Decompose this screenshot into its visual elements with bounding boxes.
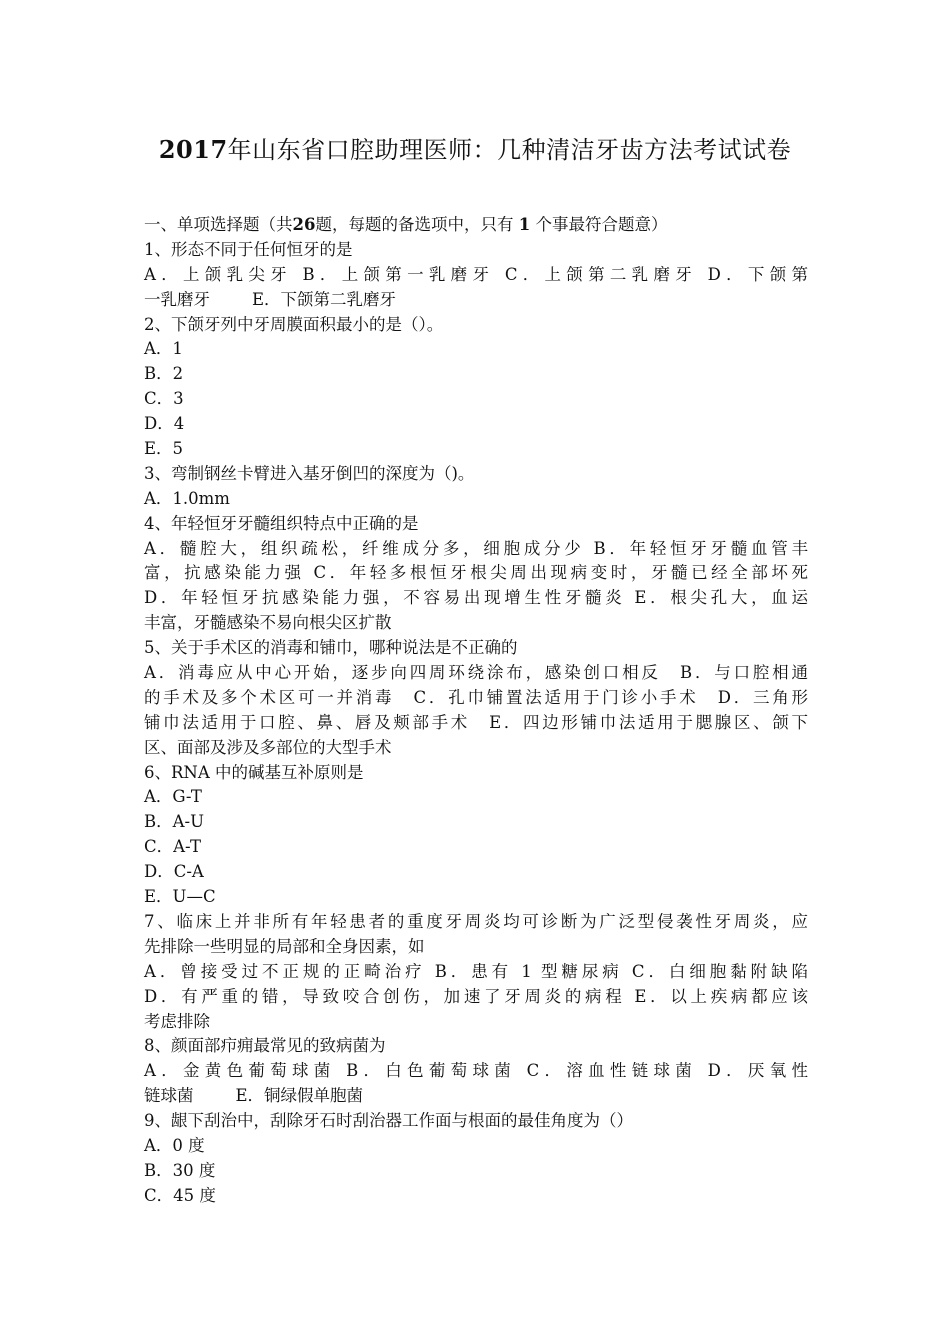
option: C．溶血性链球菌 — [526, 1061, 698, 1081]
question-1-stem: 1、形态不同于任何恒牙的是 — [144, 239, 353, 259]
question-2-stem: 2、下颌牙列中牙周膜面积最小的是（）。 — [144, 314, 444, 334]
question-7-stem-cont: 先排除一些明显的局部和全身因素，如 — [144, 936, 425, 956]
title-year: 2017 — [158, 135, 228, 164]
option: C．45 度 — [144, 1185, 216, 1205]
option: E．铜绿假单胞菌 — [235, 1086, 364, 1106]
question-5-options-line: 区、面部及涉及多部位的大型手术 — [144, 737, 392, 757]
question-3-stem: 3、弯制钢丝卡臂进入基牙倒凹的深度为（)。 — [144, 463, 475, 483]
option: A．1.0mm — [144, 488, 230, 508]
question-5-options-line: A．消毒应从中心开始，逐步向四周环绕涂布，感染创口相反 B．与口腔相通 — [144, 663, 808, 683]
question-4-options-line: A．髓腔大，组织疏松，纤维成分多，细胞成分少 B．年轻恒牙牙髓血管丰 — [144, 538, 808, 558]
option: B．2 — [144, 364, 184, 384]
option: A．0 度 — [144, 1135, 205, 1155]
option: B．30 度 — [144, 1160, 216, 1180]
option: D．4 — [144, 414, 185, 434]
question-6-stem: 6、RNA 中的碱基互补原则是 — [144, 762, 364, 782]
option: D．下颌第 — [707, 264, 809, 284]
option: C．3 — [144, 389, 184, 409]
option: D．C-A — [144, 862, 204, 882]
question-8-options-cont — [144, 1084, 808, 1109]
section-heading: 一、单项选择题（共26题，每题的备选项中，只有 1 个事最符合题意） — [144, 215, 668, 234]
option: D．厌氧性 — [707, 1061, 809, 1081]
question-7-options-line: D．有严重的错，导致咬合创伤，加速了牙周炎的病程 E．以上疾病都应该 — [144, 986, 809, 1006]
option: B．白色葡萄球菌 — [346, 1061, 517, 1081]
question-8-stem: 8、颜面部疖痈最常见的致病菌为 — [144, 1036, 386, 1056]
question-8-options — [144, 1059, 808, 1084]
option: 链球菌 — [144, 1086, 194, 1106]
question-4-stem: 4、年轻恒牙牙髓组织特点中正确的是 — [144, 513, 419, 533]
option: E．5 — [144, 439, 184, 459]
option: 一乳磨牙 — [144, 289, 210, 309]
question-4-options-line: 富，抗感染能力强 C．年轻多根恒牙根尖周出现病变时，牙髓已经全部坏死 — [144, 563, 809, 583]
question-7-options-line: A．曾接受过不正规的正畸治疗 B．患有 1 型糖尿病 C．白细胞黏附缺陷 — [144, 961, 809, 981]
question-5-options-line: 的手术及多个术区可一并消毒 C．孔巾铺置法适用于门诊小手术 D．三角形 — [144, 687, 808, 707]
question-7-options-line: 考虑排除 — [144, 1011, 210, 1031]
option: E．下颌第二乳磨牙 — [252, 289, 397, 309]
option: A．金黄色葡萄球菌 — [144, 1061, 336, 1081]
question-1-options-cont — [144, 288, 808, 313]
question-4-options-line: D．年轻恒牙抗感染能力强，不容易出现增生性牙髓炎 E．根尖孔大，血运 — [144, 588, 809, 608]
question-1-options — [144, 263, 808, 288]
page-title — [0, 132, 950, 168]
option: C．A-T — [144, 837, 202, 857]
option: B．上颌第一乳磨牙 — [302, 264, 495, 284]
option: A．G-T — [144, 787, 202, 807]
title-text: 年山东省口腔助理医师：几种清洁牙齿方法考试试卷 — [227, 136, 792, 164]
question-5-options-line: 铺巾法适用于口腔、鼻、唇及颊部手术 E．四边形铺巾法适用于腮腺区、颌下 — [144, 712, 808, 732]
question-5-stem: 5、关于手术区的消毒和铺巾，哪种说法是不正确的 — [144, 638, 518, 658]
question-4-options-line: 丰富，牙髓感染不易向根尖区扩散 — [144, 613, 392, 633]
exam-content — [144, 213, 808, 1209]
option: E．U—C — [144, 887, 216, 907]
option: A．1 — [144, 339, 183, 359]
question-9-stem: 9、龈下刮治中，刮除牙石时刮治器工作面与根面的最佳角度为（） — [144, 1111, 633, 1131]
option: C．上颌第二乳磨牙 — [504, 264, 698, 284]
option: B．A-U — [144, 812, 205, 832]
option: A．上颌乳尖牙 — [144, 264, 292, 284]
question-7-stem: 7、临床上并非所有年轻患者的重度牙周炎均可诊断为广泛型侵袭性牙周炎，应 — [144, 911, 808, 931]
